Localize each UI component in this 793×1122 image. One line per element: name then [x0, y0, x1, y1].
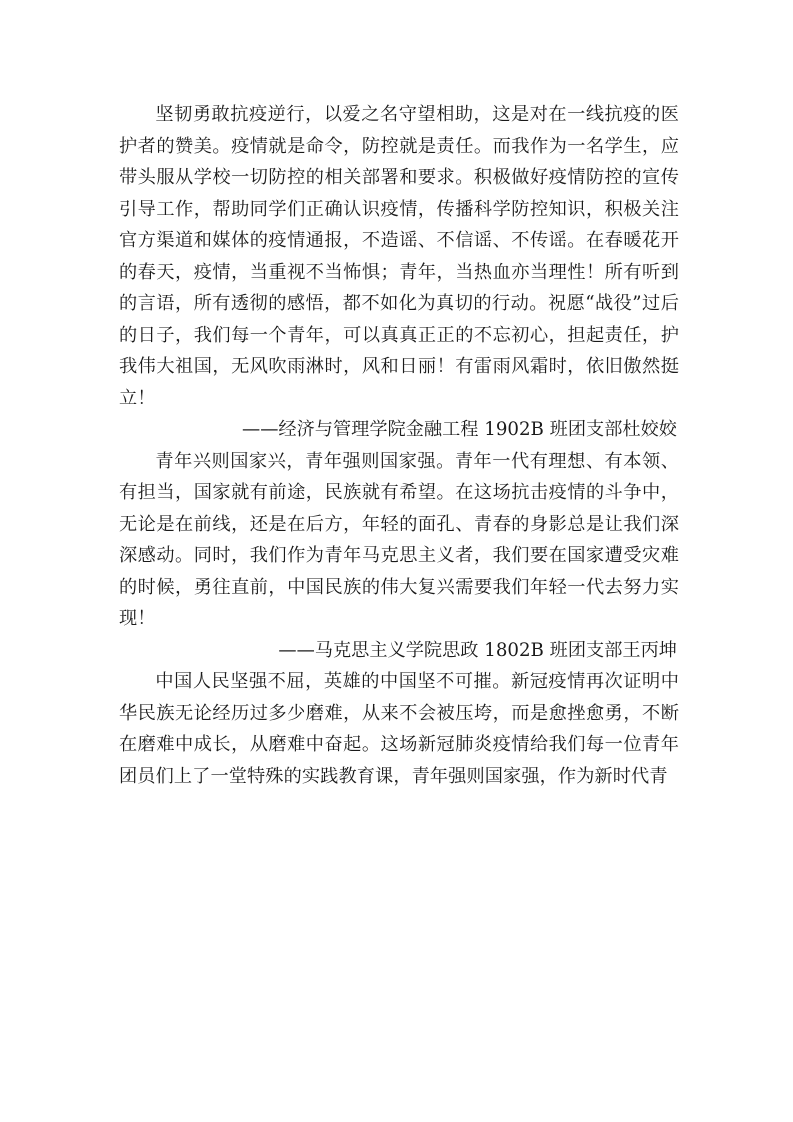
document-body: [119, 99, 679, 792]
paragraph-1: 坚韧勇敢抗疫逆行，以爱之名守望相助，这是对在一线抗疫的医护者的赞美。疫情就是命令，防控就是责任。而我作为一名学生，应带头服从学校一切防控的相关部署和要求。积极做好疫情防控的宣传引导工作，帮助同学们正确认识疫情，传播科学防控知识，积极关注官方渠道和媒体的疫情通报，不造谣、不信谣、不传谣。在春暖花开的春天，疫情，当重视不当怖惧；青年，当热血亦当理性！所有听到的言语，所有透彻的感悟，都不如化为真切的行动。祝愿“战役”过后的日子，我们每一个青年，可以真真正正的不忘初心，担起责任，护我伟大祖国，无风吹雨淋时，风和日丽！有雷雨风霜时，依旧傲然挺立！: [119, 104, 679, 409]
paragraph-2: 青年兴则国家兴，青年强则国家强。青年一代有理想、有本领、有担当，国家就有前途，民族就有希望。在这场抗击疫情的斗争中，无论是在前线，还是在后方，年轻的面孔、青春的身影总是让我们深深感动。同时，我们作为青年马克思主义者，我们要在国家遭受灾难的时候，勇往直前，中国民族的伟大复兴需要我们年轻一代去努力实现！: [119, 450, 679, 629]
paragraph-3: 中国人民坚强不屈，英雄的中国坚不可摧。新冠疫情再次证明中华民族无论经历过多少磨难，从来不会被压垮，而是愈挫愈勇，不断在磨难中成长，从磨难中奋起。这场新冠肺炎疫情给我们每一位青年团员们上了一堂特殊的实践教育课，青年强则国家强，作为新时代青: [119, 671, 679, 787]
signature-2: ——马克思主义学院思政 1802B 班团支部王丙坤: [278, 639, 677, 661]
signature-1: ——经济与管理学院金融工程 1902B 班团支部杜姣姣: [242, 419, 677, 440]
